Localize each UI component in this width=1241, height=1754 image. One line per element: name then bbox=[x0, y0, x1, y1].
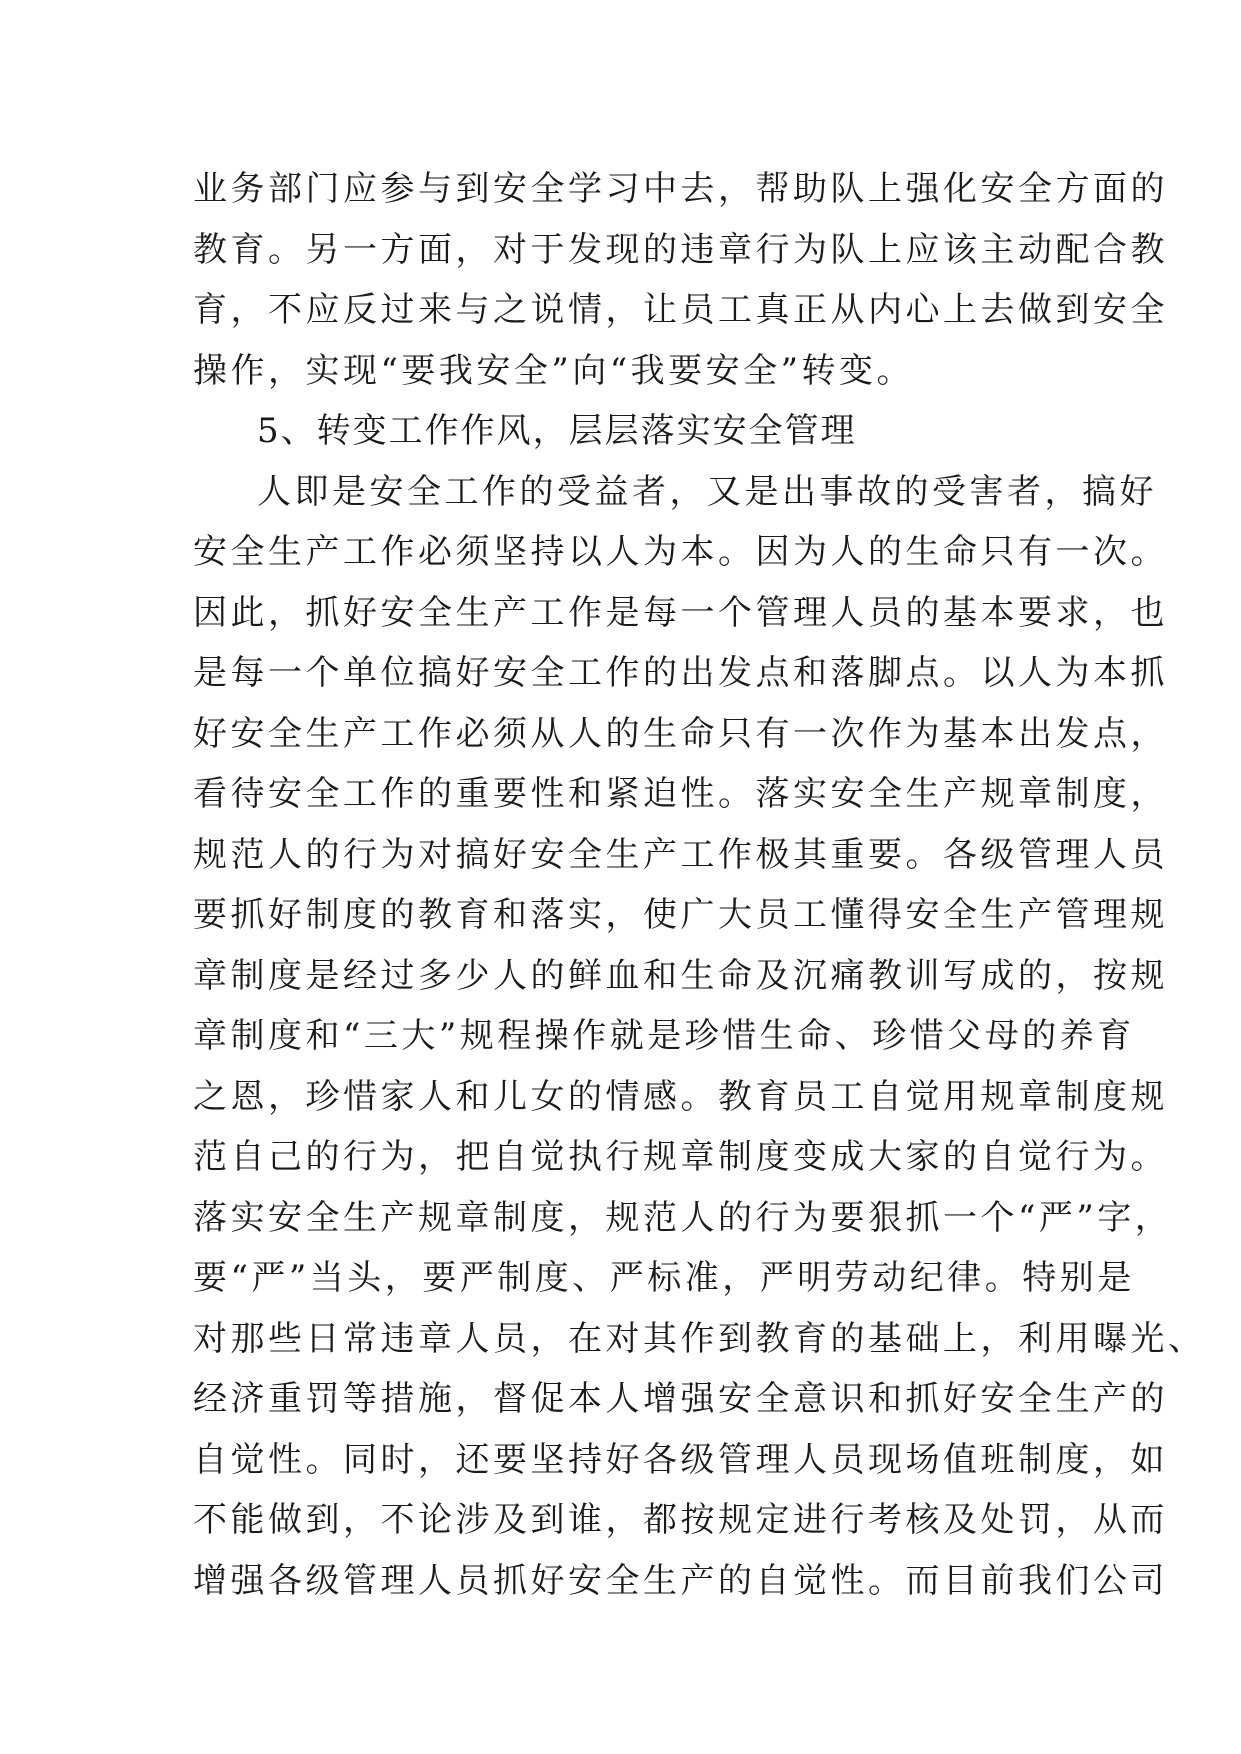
text-line: 之恩，珍惜家人和儿女的情感。教育员工自觉用规章制度规 bbox=[193, 1076, 1168, 1117]
text-line: 经济重罚等措施，督促本人增强安全意识和抓好安全生产的 bbox=[193, 1379, 1168, 1419]
text-line: 不能做到，不论涉及到谁，都按规定进行考核及处罚，从而 bbox=[193, 1500, 1168, 1540]
text-line: 范自己的行为，把自觉执行规章制度变成大家的自觉行为。 bbox=[193, 1137, 1168, 1177]
text-line: 自觉性。同时，还要坚持好各级管理人员现场值班制度，如 bbox=[193, 1439, 1168, 1480]
text-line: 增强各级管理人员抓好安全生产的自觉性。而目前我们公司 bbox=[193, 1560, 1168, 1601]
text-line: 教育。另一方面，对于发现的违章行为队上应该主动配合教 bbox=[193, 229, 1168, 270]
text-line: 规范人的行为对搞好安全生产工作极其重要。各级管理人员 bbox=[193, 834, 1168, 875]
text-line: 对那些日常违章人员，在对其作到教育的基础上，利用曝光、 bbox=[193, 1318, 1206, 1359]
text-line: 好安全生产工作必须从人的生命只有一次作为基本出发点， bbox=[193, 713, 1168, 754]
paragraph-people-oriented-safety bbox=[193, 462, 1206, 1612]
text-line: 要抓好制度的教育和落实，使广大员工懂得安全生产管理规 bbox=[193, 895, 1168, 935]
text-line: 要“严”当头，要严制度、严标准，严明劳动纪律。特别是 bbox=[193, 1258, 1135, 1298]
text-line: 安全生产工作必须坚持以人为本。因为人的生命只有一次。 bbox=[193, 532, 1168, 572]
text-line: 章制度是经过多少人的鲜血和生命及沉痛教训写成的，按规 bbox=[193, 955, 1168, 996]
text-line: 因此，抓好安全生产工作是每一个管理人员的基本要求，也 bbox=[193, 592, 1168, 633]
text-line: 操作，实现“要我安全”向“我要安全”转变。 bbox=[193, 350, 915, 391]
text-line: 人即是安全工作的受益者，又是出事故的受害者，搞好 bbox=[257, 471, 1157, 512]
document-body bbox=[193, 159, 1206, 1611]
text-line: 看待安全工作的重要性和紧迫性。落实安全生产规章制度， bbox=[193, 774, 1168, 814]
text-line: 章制度和“三大”规程操作就是珍惜生命、珍惜父母的养育 bbox=[193, 1016, 1135, 1056]
text-line: 落实安全生产规章制度，规范人的行为要狠抓一个“严”字， bbox=[193, 1197, 1173, 1238]
paragraph-continuation bbox=[193, 159, 1168, 401]
text-line: 育，不应反过来与之说情，让员工真正从内心上去做到安全 bbox=[193, 290, 1168, 330]
text-line: 是每一个单位搞好安全工作的出发点和落脚点。以人为本抓 bbox=[193, 653, 1168, 693]
text-line: 业务部门应参与到安全学习中去，帮助队上强化安全方面的 bbox=[193, 169, 1168, 209]
section-heading: 5、转变工作作风，层层落实安全管理 bbox=[257, 411, 857, 451]
